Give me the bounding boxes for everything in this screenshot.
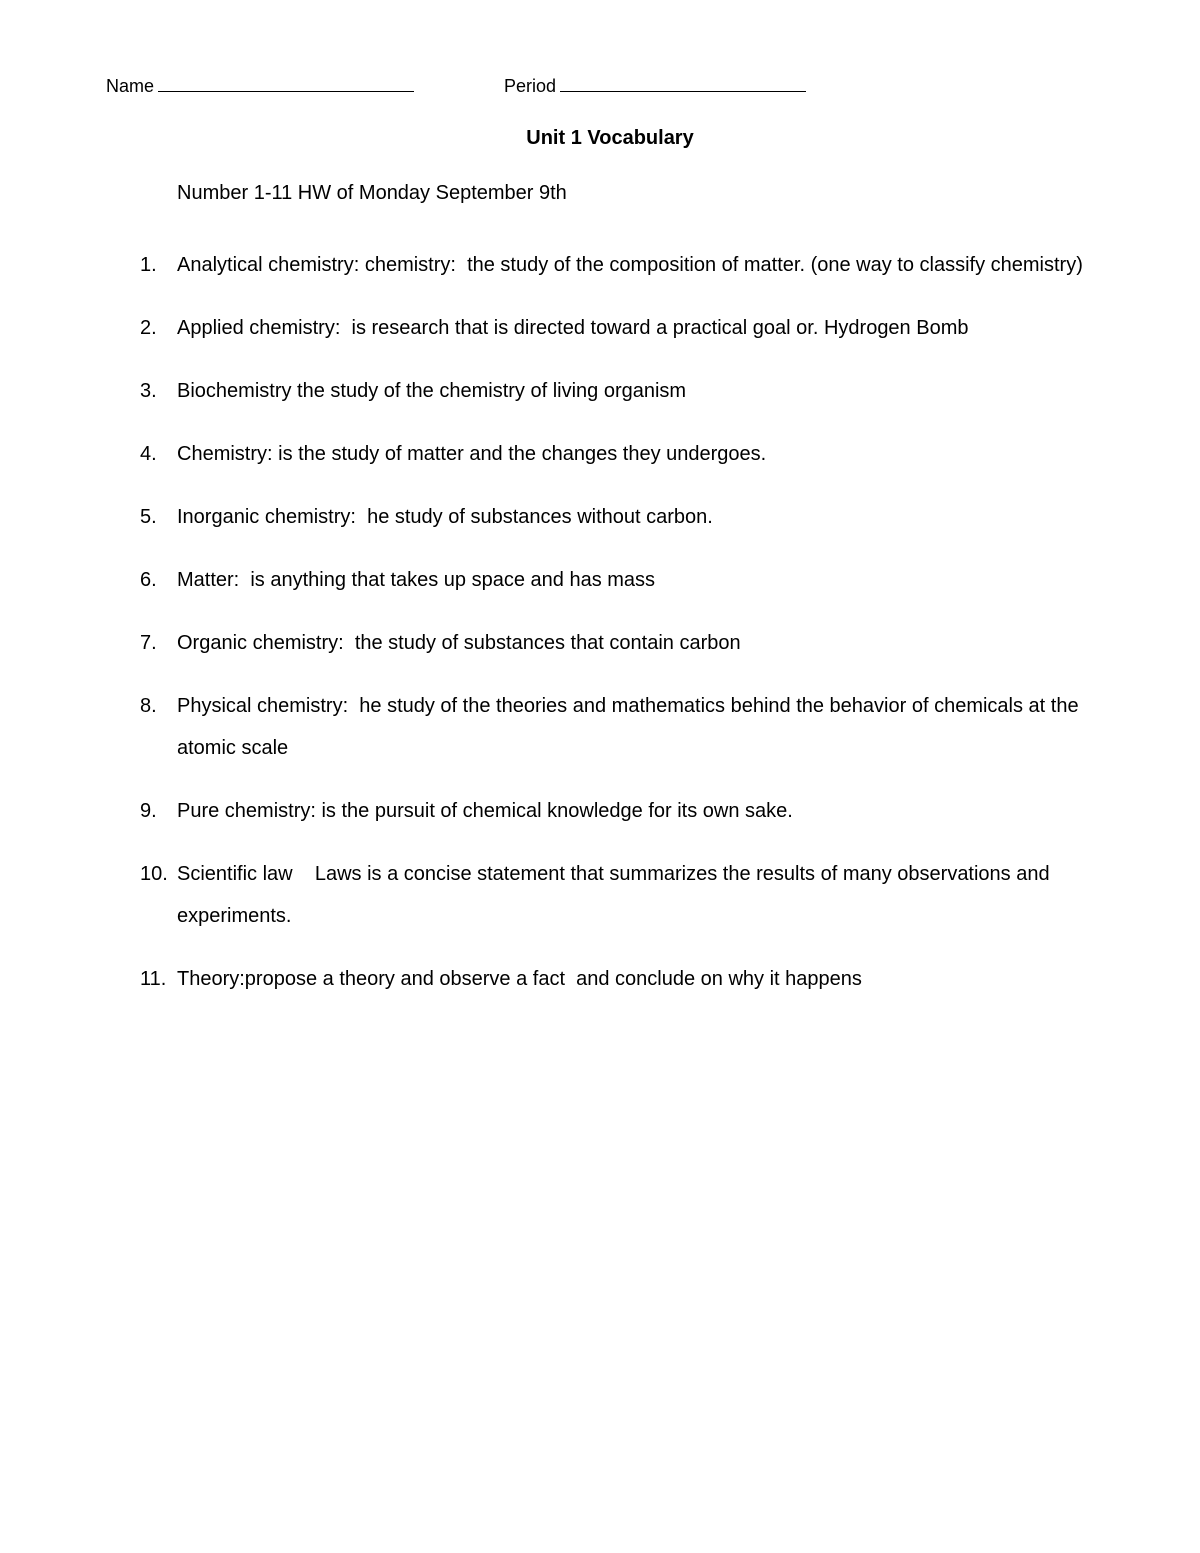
item-number: 5. xyxy=(140,506,157,528)
list-item xyxy=(0,685,1200,769)
list-item xyxy=(0,622,1200,664)
list-item xyxy=(0,790,1200,832)
item-number: 3. xyxy=(140,380,157,402)
vocabulary-list xyxy=(0,244,1200,1021)
list-item xyxy=(0,958,1200,1000)
assignment-subtitle: Number 1-11 HW of Monday September 9th xyxy=(177,182,567,204)
list-item xyxy=(0,433,1200,475)
item-text: Applied chemistry: is research that is directed toward a practical goal or. Hydrogen Bomb xyxy=(177,317,969,339)
list-item xyxy=(0,853,1200,937)
item-text: Matter: is anything that takes up space and has mass xyxy=(177,569,656,591)
item-number: 9. xyxy=(140,800,157,822)
item-number: 6. xyxy=(140,569,157,591)
list-item xyxy=(0,559,1200,601)
item-text: Chemistry: is the study of matter and the changes they undergoes. xyxy=(177,443,767,465)
name-blank-line xyxy=(158,74,414,92)
item-number: 11. xyxy=(140,968,167,990)
item-number: 4. xyxy=(140,443,157,465)
item-text: Analytical chemistry: chemistry: the study of the composition of matter. (one way to classify chemistry) xyxy=(177,254,1083,276)
item-text: Scientific law Laws is a concise statement that summarizes the results of many observations and experiments. xyxy=(177,863,1056,927)
item-number: 1. xyxy=(140,254,157,276)
page-title: Unit 1 Vocabulary xyxy=(526,127,694,149)
period-blank-line xyxy=(560,74,806,92)
period-field xyxy=(504,74,806,97)
item-number: 8. xyxy=(140,695,157,717)
period-label: Period xyxy=(504,76,557,96)
item-text: Inorganic chemistry: he study of substances without carbon. xyxy=(177,506,713,528)
name-field xyxy=(106,74,414,97)
list-item xyxy=(0,496,1200,538)
list-item xyxy=(0,244,1200,286)
item-text: Physical chemistry: he study of the theories and mathematics behind the behavior of chemicals at the atomic scale xyxy=(177,695,1085,759)
item-text: Theory:propose a theory and observe a fact and conclude on why it happens xyxy=(177,968,862,990)
name-label: Name xyxy=(106,76,155,96)
list-item xyxy=(0,370,1200,412)
item-number: 10. xyxy=(140,863,168,885)
item-text: Biochemistry the study of the chemistry of living organism xyxy=(177,380,687,402)
item-text: Organic chemistry: the study of substances that contain carbon xyxy=(177,632,741,654)
list-item xyxy=(0,307,1200,349)
item-number: 2. xyxy=(140,317,157,339)
item-text: Pure chemistry: is the pursuit of chemical knowledge for its own sake. xyxy=(177,800,793,822)
item-number: 7. xyxy=(140,632,157,654)
